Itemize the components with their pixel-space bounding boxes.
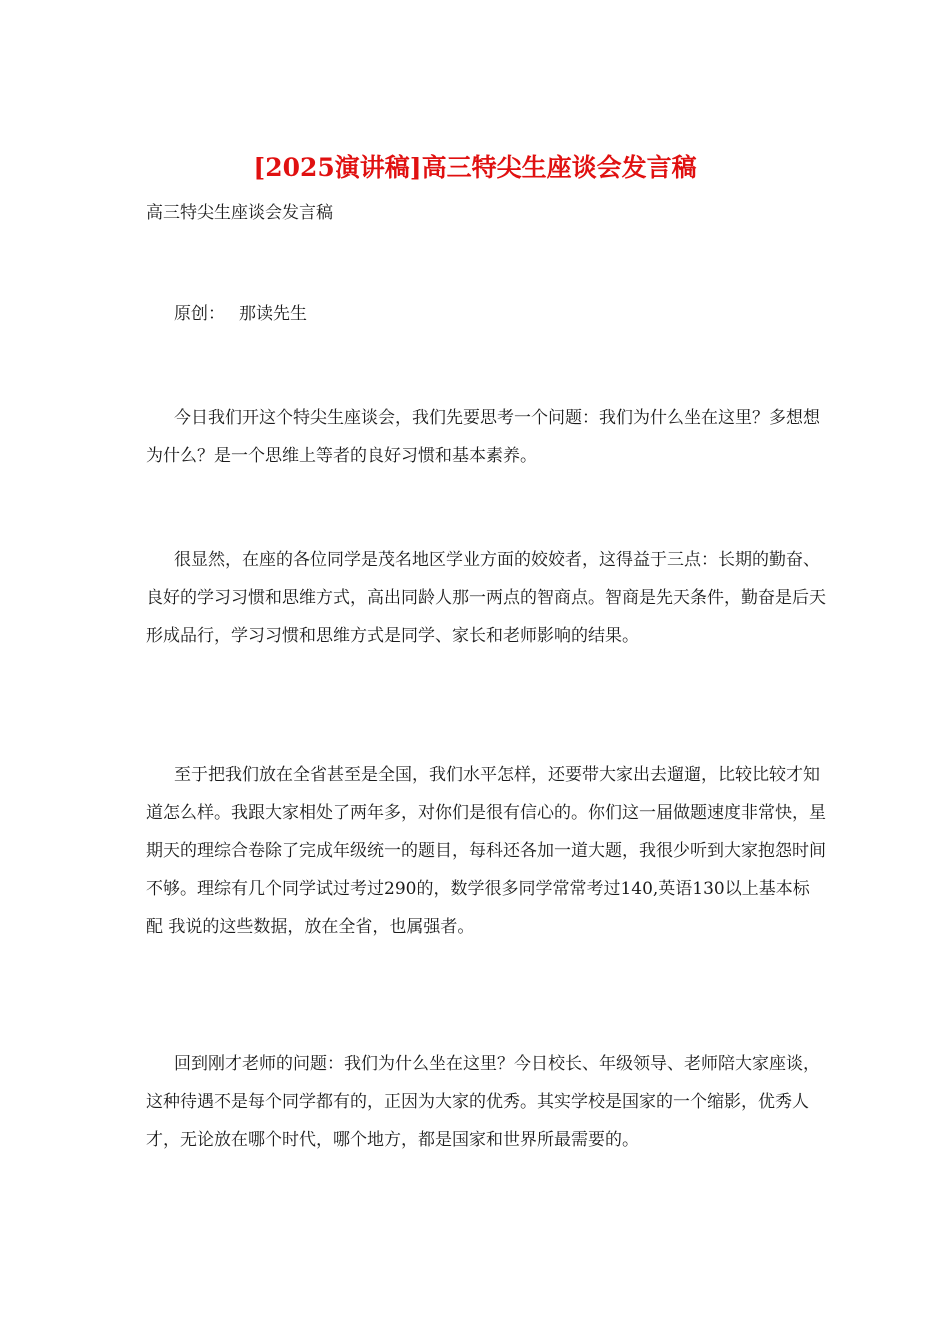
paragraph: 今日我们开这个特尖生座谈会，我们先要思考一个问题：我们为什么坐在这里？多想想为什么？是一个思维上等者的良好习惯和基本素养。	[146, 408, 820, 466]
document-subtitle: 高三特尖生座谈会发言稿	[146, 203, 333, 223]
paragraph: 很显然，在座的各位同学是茂名地区学业方面的姣姣者，这得益于三点：长期的勤奋、良好的学习习惯和思维方式，高出同龄人那一两点的智商点。智商是先天条件，勤奋是后天形成品行，学习习惯和思维方式是同学、家长和老师影响的结果。	[146, 550, 826, 646]
author-name: 那读先生	[239, 304, 307, 324]
author-label: 原创：	[174, 304, 225, 324]
author-line	[146, 295, 826, 333]
paragraph: 至于把我们放在全省甚至是全国，我们水平怎样，还要带大家出去遛遛，比较比较才知道怎么样。我跟大家相处了两年多，对你们是很有信心的。你们这一届做题速度非常快，星期天的理综合卷除了完成年级统一的题目，每科还各加一道大题，我很少听到大家抱怨时间不够。理综有几个同学试过考过290的，数学很多同学常常考过140,英语130以上基本标配 我说的这些数据，放在全省，也属强者。	[146, 765, 826, 937]
document-title: [2025演讲稿]高三特尖生座谈会发言稿	[253, 153, 697, 182]
paragraph: 回到刚才老师的问题：我们为什么坐在这里？今日校长、年级领导、老师陪大家座谈，这种待遇不是每个同学都有的，正因为大家的优秀。其实学校是国家的一个缩影，优秀人才，无论放在哪个时代，哪个地方，都是国家和世界所最需要的。	[146, 1054, 820, 1150]
